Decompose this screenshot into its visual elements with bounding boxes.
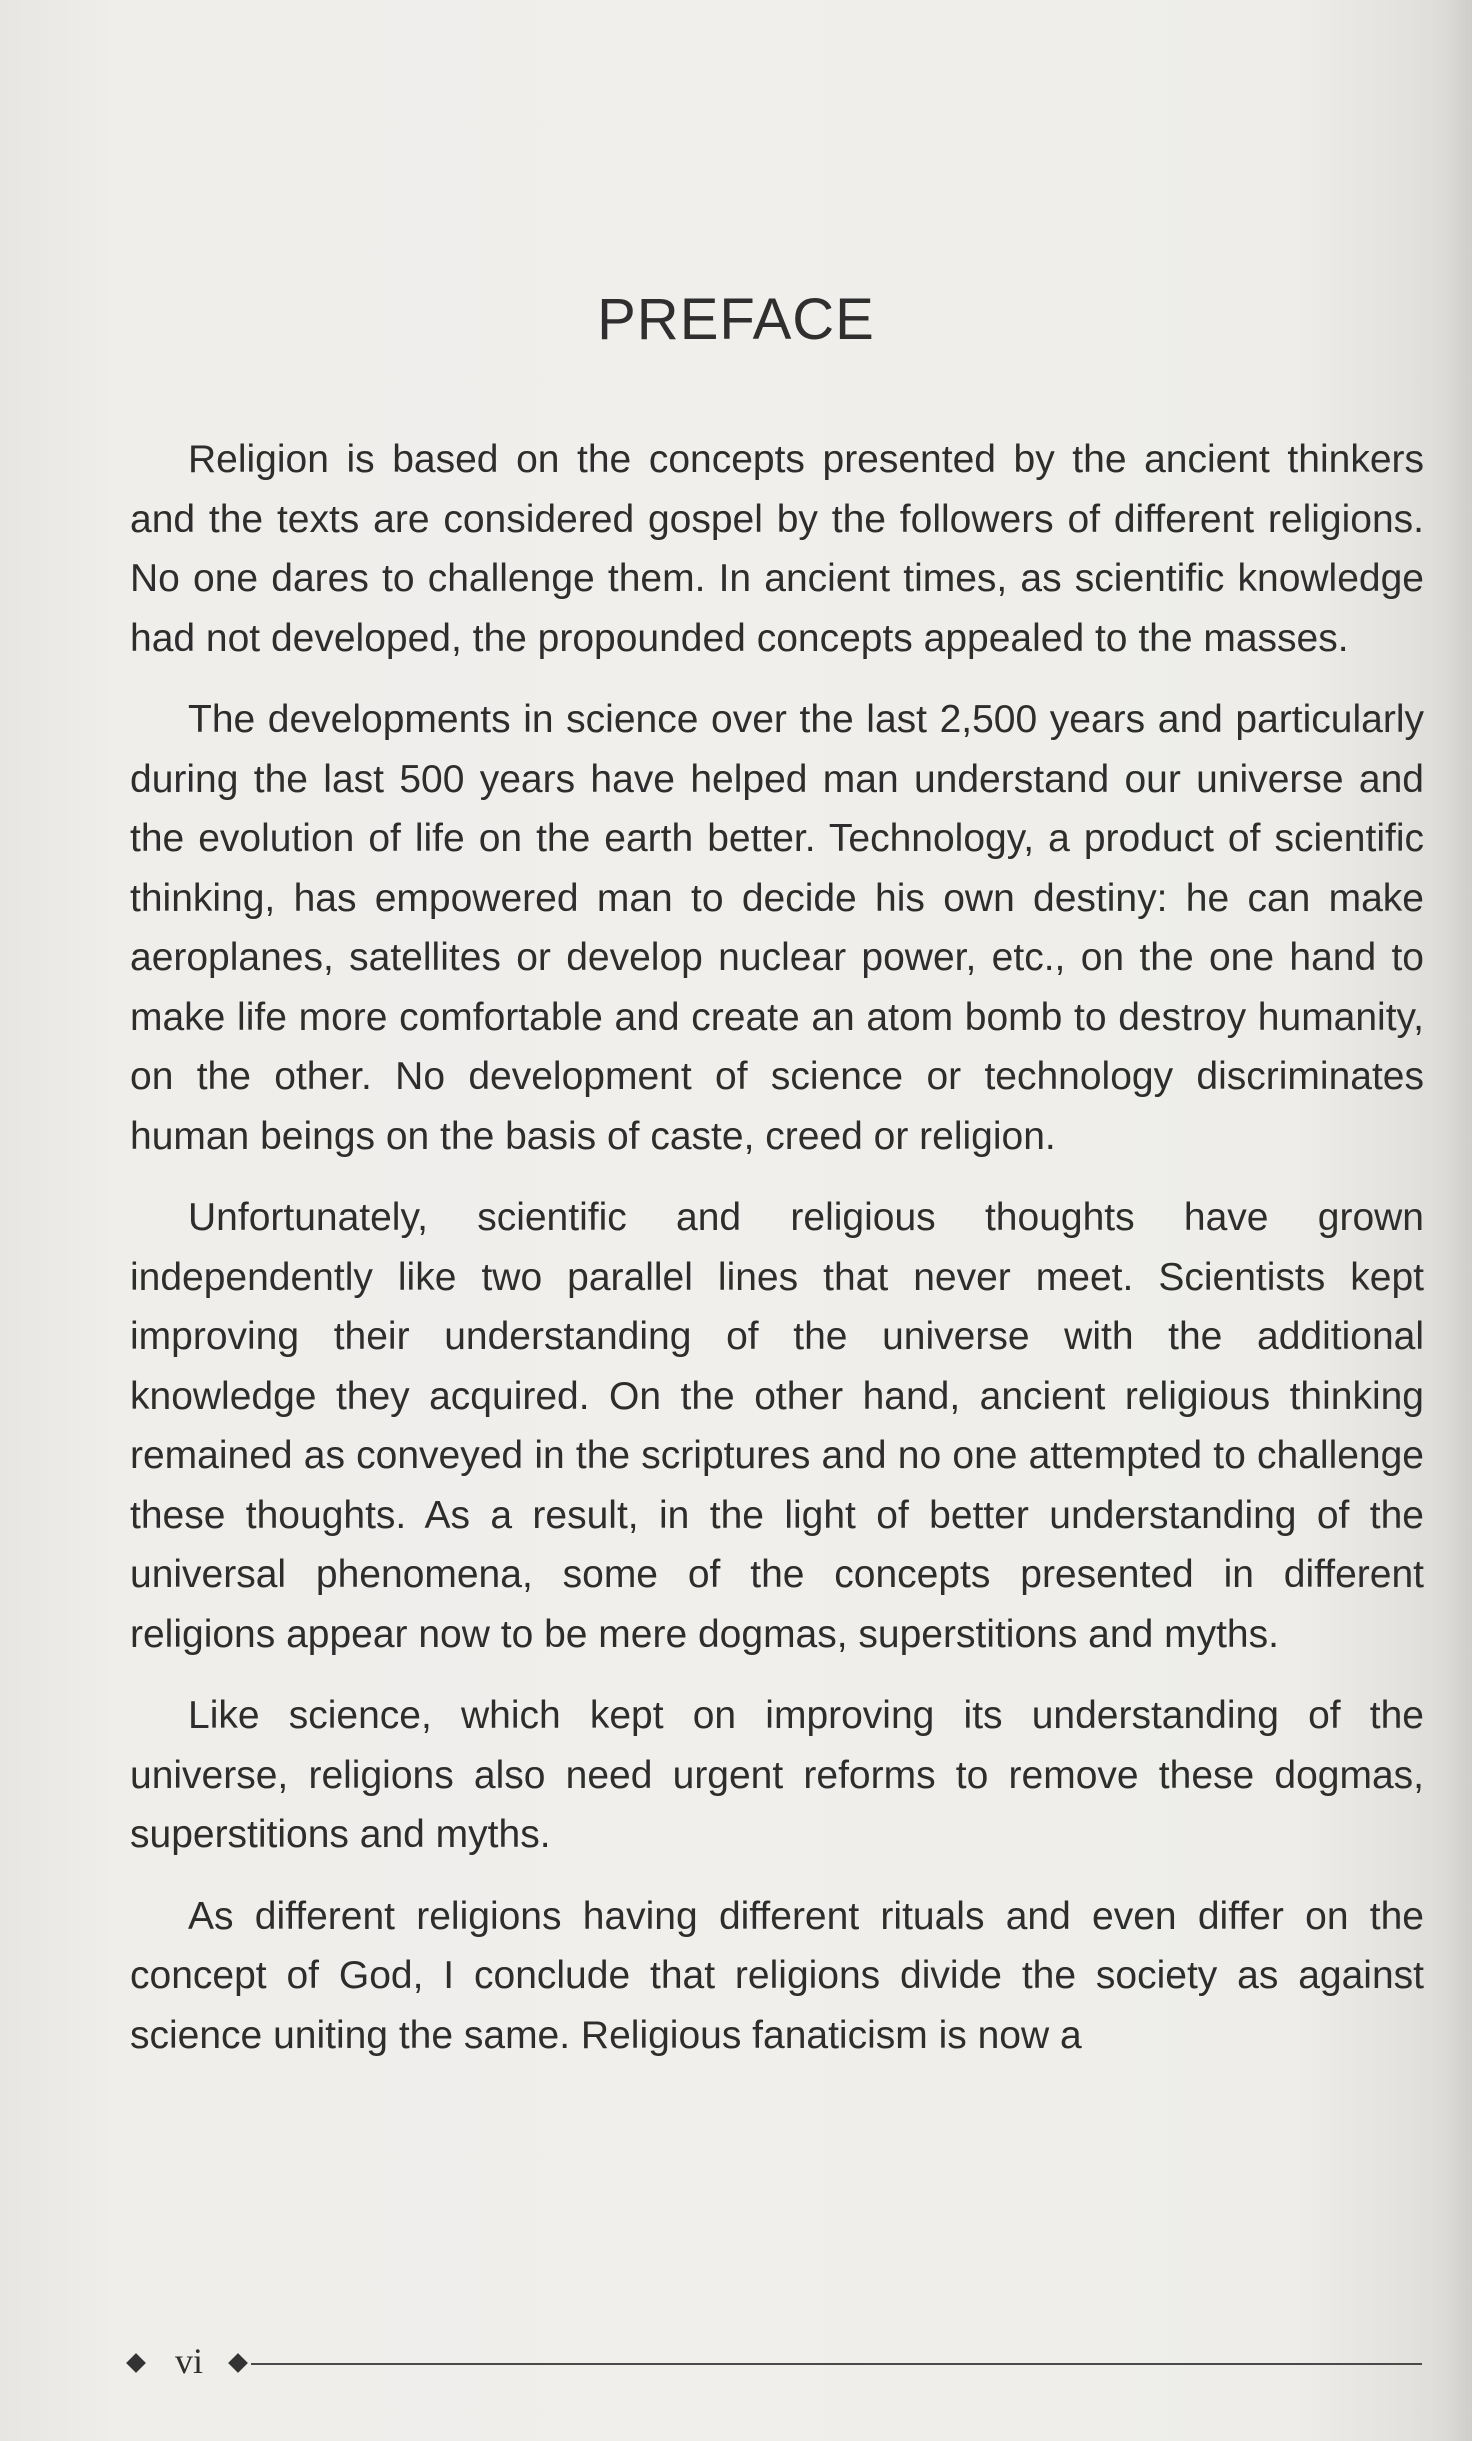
- paragraph-4: Like science, which kept on improving its understanding of the universe, religions also need urgent reforms to remove these dogmas, superstitions and myths.: [130, 1694, 1424, 1856]
- page-number: vi: [175, 2341, 204, 2381]
- page-title: PREFACE: [597, 287, 875, 352]
- diamond-ornament-icon: [228, 2353, 248, 2373]
- paragraph-2: The developments in science over the last 2,500 years and particularly during the last 500 years have helped man understand our universe and the evolution of life on the earth better. Technology, a product of scientific thinking, has empowered man to decide his own destiny: he can make aeroplanes, satellites or develop nuclear power, etc., on the one hand to make life more comfortable and create an atom bomb to destroy humanity, on the other. No development of science or technology discriminates human beings on the basis of caste, creed or religion.: [130, 698, 1424, 1158]
- page-footer: [127, 2341, 1422, 2390]
- preface-body: [130, 430, 1424, 2087]
- footer-rule: [251, 2363, 1422, 2365]
- paragraph-3: Unfortunately, scientific and religious thoughts have grown independently like two parallel lines that never meet. Scientists kept improving their understanding of the universe with the additional knowledge they acquired. On the other hand, ancient religious thinking remained as conveyed in the scriptures and no one attempted to challenge these thoughts. As a result, in the light of better understanding of the universal phenomena, some of the concepts presented in different religions appear now to be mere dogmas, superstitions and myths.: [130, 1196, 1424, 1656]
- paragraph-5: As different religions having different rituals and even differ on the concept of God, I conclude that religions divide the society as against science uniting the same. Religious fanaticism is now a: [130, 1894, 1424, 2057]
- diamond-ornament-icon: [126, 2353, 146, 2373]
- paragraph-1: Religion is based on the concepts presented by the ancient thinkers and the texts are considered gospel by the followers of different religions. No one dares to challenge them. In ancient times, as scientific knowledge had not developed, the propounded concepts appealed to the masses.: [130, 438, 1424, 660]
